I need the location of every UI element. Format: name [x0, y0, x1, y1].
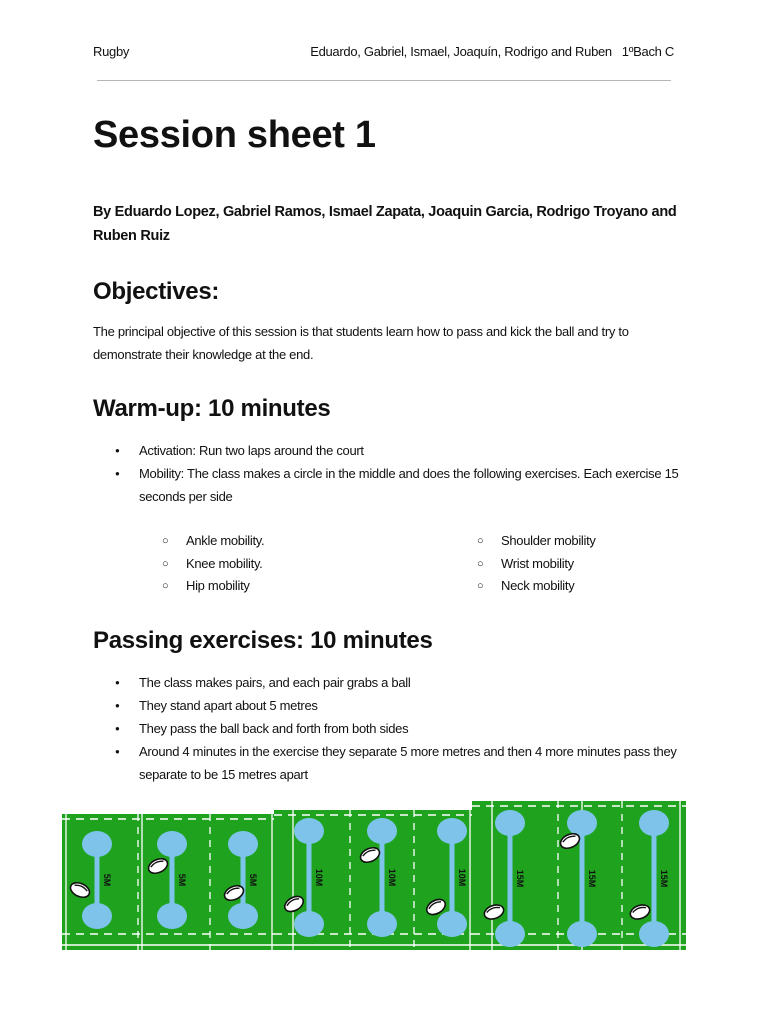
- header-names: Eduardo, Gabriel, Ismael, Joaquín, Rodrigo and Ruben 1ºBach C: [310, 44, 674, 59]
- passing-drill-diagram: [62, 800, 686, 952]
- distance-label: 15M: [587, 869, 597, 888]
- player-top: [294, 818, 324, 844]
- distance-label: 5M: [248, 873, 258, 887]
- player-top: [495, 810, 525, 836]
- list-item: ● Around 4 minutes in the exercise they separate 5 more metres and then 4 more minutes pass they separate to be 15 metres apart: [93, 740, 683, 786]
- list-item: ● They pass the ball back and forth from both sides: [93, 717, 683, 740]
- list-item: ● Activation: Run two laps around the court: [93, 439, 683, 462]
- header-subject: Rugby: [93, 44, 130, 59]
- player-top: [567, 810, 597, 836]
- list-item: ● They stand apart about 5 metres: [93, 694, 683, 717]
- list-item: ○ Shoulder mobility: [477, 530, 596, 553]
- player-top: [228, 831, 258, 857]
- header-divider: [97, 80, 671, 81]
- list-item: ○ Wrist mobility: [477, 553, 596, 576]
- player-top: [157, 831, 187, 857]
- distance-label: 10M: [387, 868, 397, 887]
- player-bottom: [294, 911, 324, 937]
- list-item: ○ Ankle mobility.: [162, 530, 264, 553]
- distance-label: 15M: [515, 869, 525, 888]
- player-top: [82, 831, 112, 857]
- player-top: [367, 818, 397, 844]
- objectives-text: The principal objective of this session is that students learn how to pass and kick the ball and try to demonstrate their knowledge at the end.: [93, 324, 629, 362]
- list-item: ○ Knee mobility.: [162, 553, 264, 576]
- player-bottom: [367, 911, 397, 937]
- player-bottom: [228, 903, 258, 929]
- warmup-list: [93, 439, 683, 508]
- distance-label: 15M: [659, 869, 669, 888]
- player-bottom: [495, 921, 525, 947]
- list-item: ○ Neck mobility: [477, 575, 596, 598]
- authors-line: By Eduardo Lopez, Gabriel Ramos, Ismael Zapata, Joaquin Garcia, Rodrigo Troyano and Ruben Ruiz: [93, 204, 677, 244]
- player-bottom: [157, 903, 187, 929]
- passing-list: [93, 671, 683, 786]
- passing-heading: Passing exercises: 10 minutes: [93, 627, 433, 654]
- mobility-list-right: [477, 530, 596, 598]
- player-top: [437, 818, 467, 844]
- distance-label: 10M: [457, 868, 467, 887]
- player-top: [639, 810, 669, 836]
- distance-label: 5M: [177, 873, 187, 887]
- warmup-heading: Warm-up: 10 minutes: [93, 395, 331, 422]
- distance-label: 5M: [102, 873, 112, 887]
- list-item: ● Mobility: The class makes a circle in the middle and does the following exercises. Each exercise 15 seconds per side: [93, 462, 683, 508]
- list-item: ○ Hip mobility: [162, 575, 264, 598]
- list-item: ● The class makes pairs, and each pair grabs a ball: [93, 671, 683, 694]
- player-bottom: [437, 911, 467, 937]
- player-bottom: [567, 921, 597, 947]
- distance-label: 10M: [314, 868, 324, 887]
- mobility-list-left: [162, 530, 264, 598]
- page-title: Session sheet 1: [93, 114, 376, 156]
- page-header: [93, 44, 674, 64]
- player-bottom: [639, 921, 669, 947]
- player-bottom: [82, 903, 112, 929]
- objectives-heading: Objectives:: [93, 278, 220, 305]
